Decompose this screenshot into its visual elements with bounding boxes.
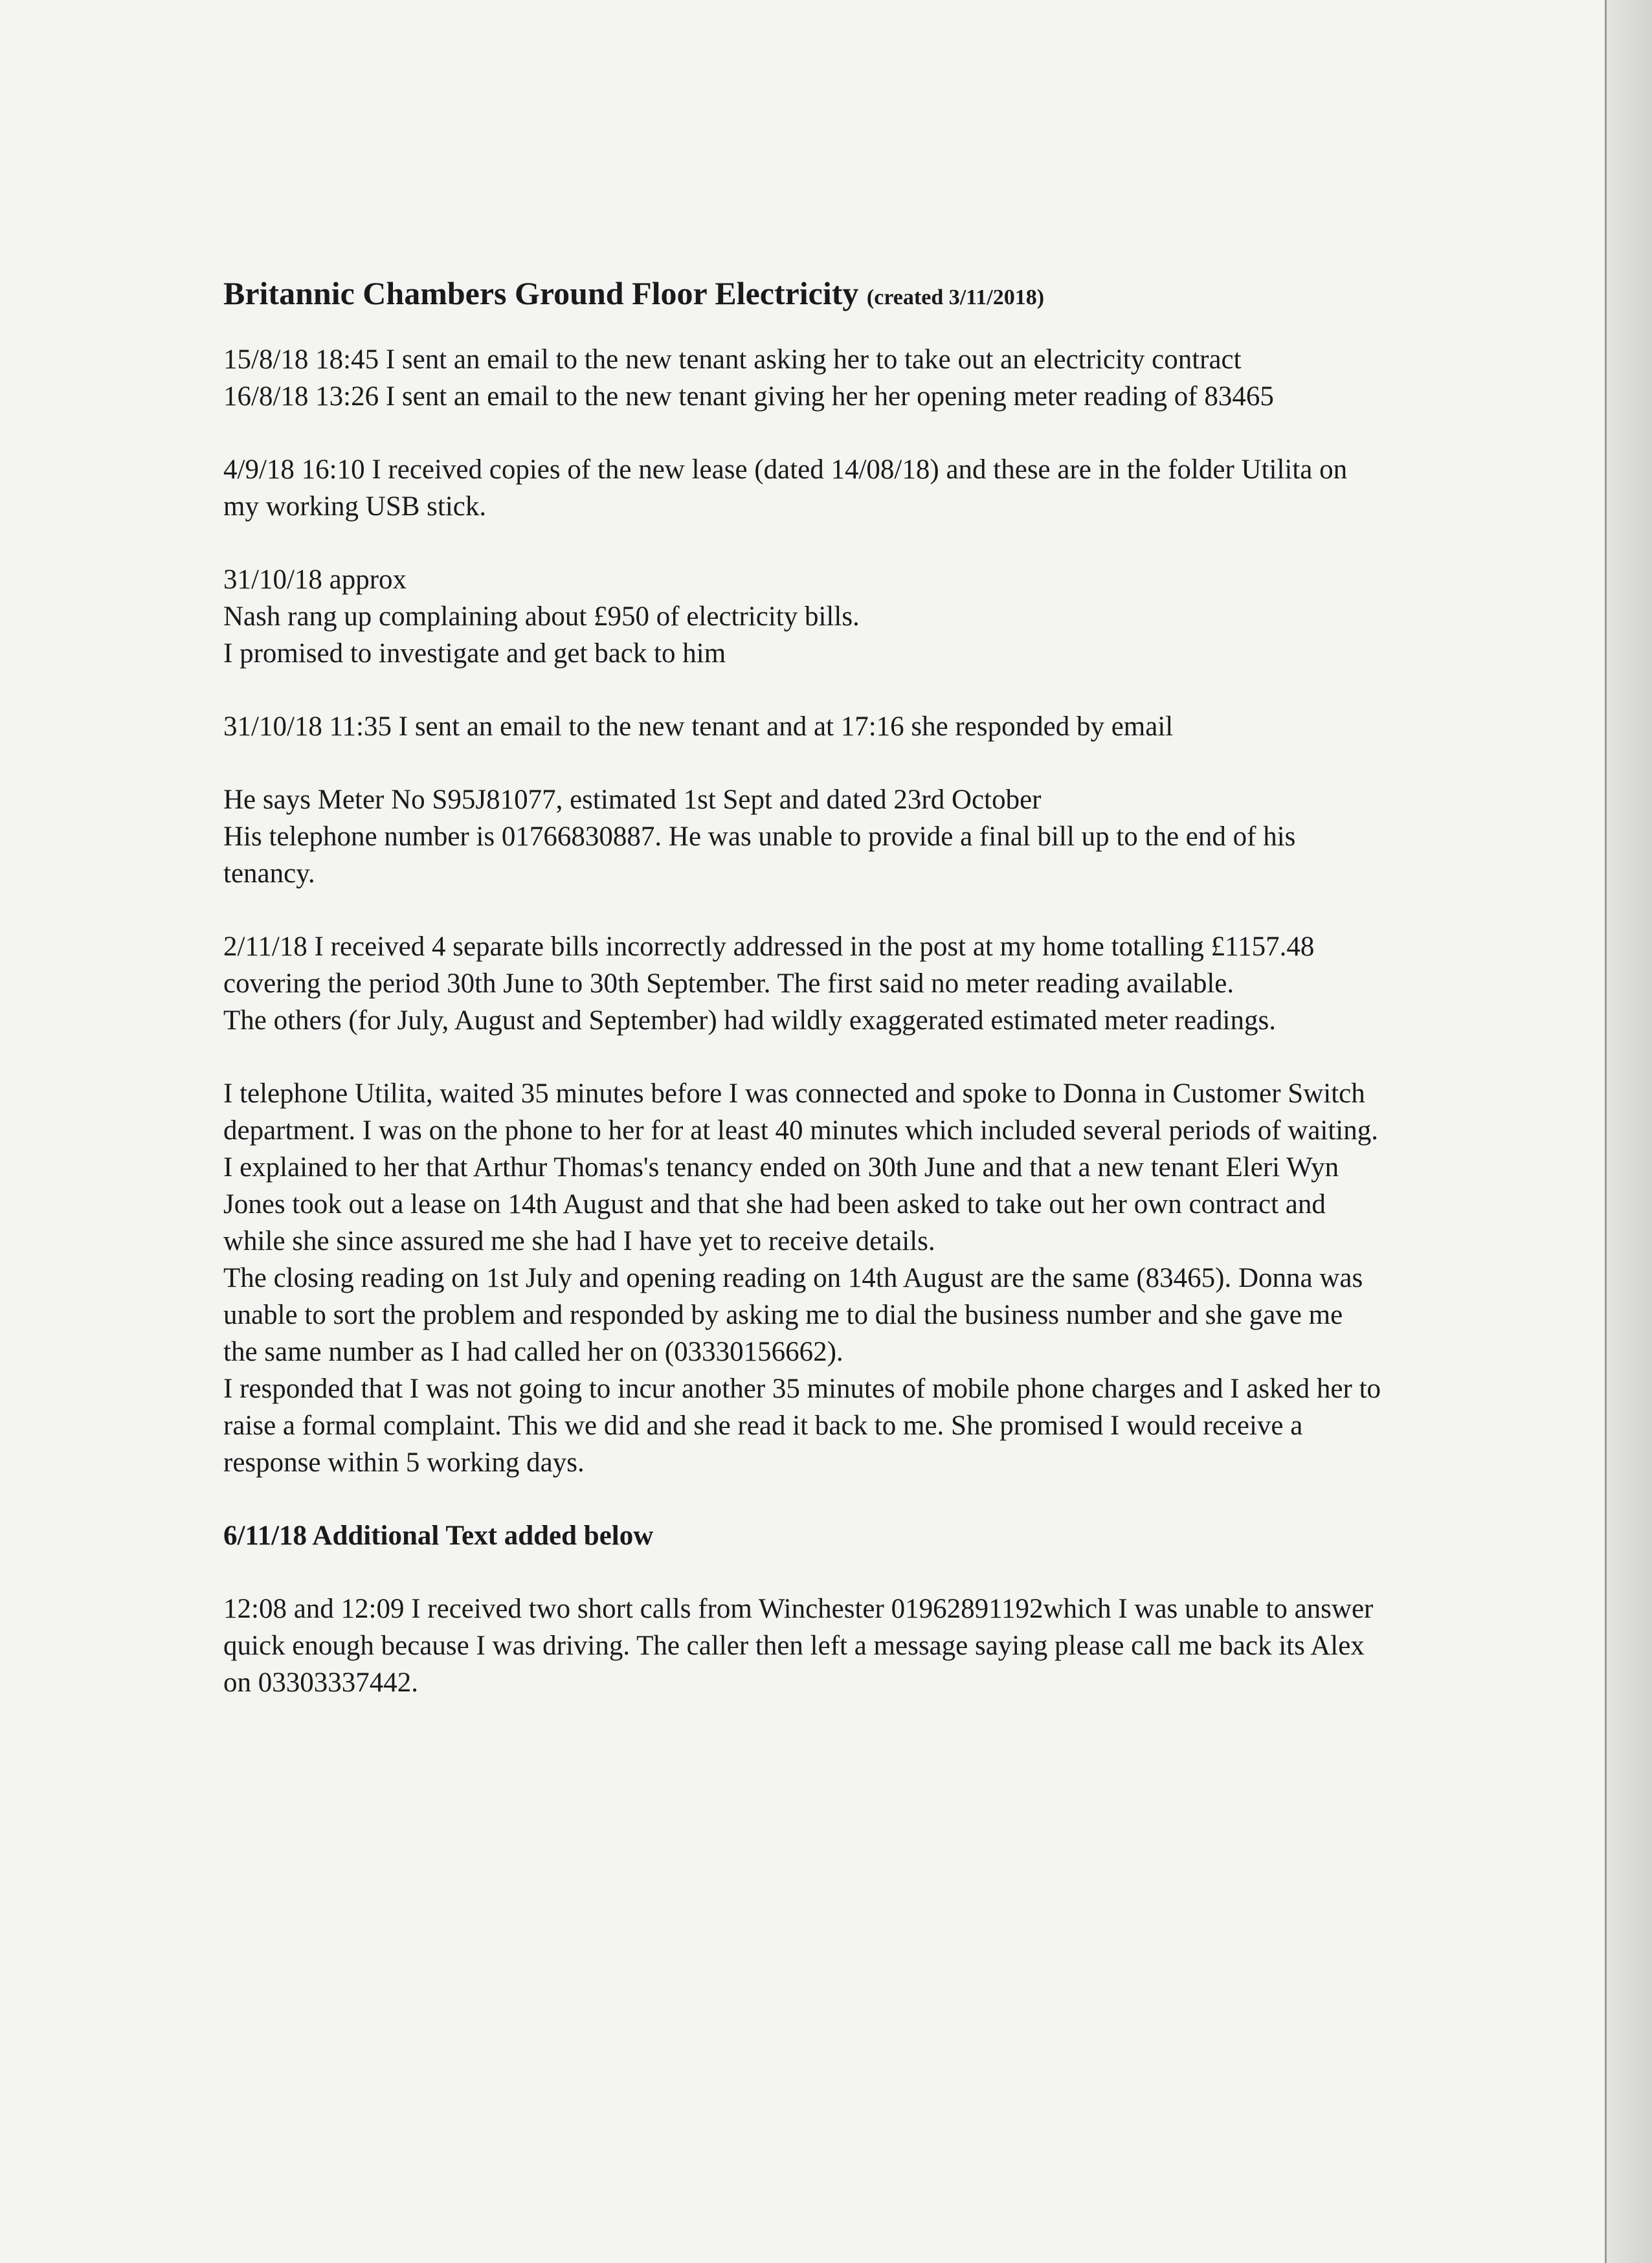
paragraph-line: He says Meter No S95J81077, estimated 1st Sept and dated 23rd October [223,785,1042,815]
paragraph-line: 12:08 and 12:09 I received two short calls from Winchester 01962891192which I was unable to answer quick enough because I was driving. The caller then left a message saying please call me back its Alex on 03303337442. [223,1594,1374,1698]
paragraph-bills-received [223,928,1382,1039]
paragraph-nash-complaint [223,561,1382,672]
paragraph-email-tenant [223,341,1382,415]
title-created-date: (created 3/11/2018) [866,285,1045,309]
paragraph-utilita-call [223,1075,1382,1481]
paragraph-meter-info [223,781,1382,892]
title-text: Britannic Chambers Ground Floor Electricity [223,275,859,311]
paragraph-line: 15/8/18 18:45 I sent an email to the new tenant asking her to take out an electricity contract [223,344,1242,375]
paragraph-line: 2/11/18 I received 4 separate bills incorrectly addressed in the post at my home totalling £1157.48 covering the period 30th June to 30th September. The first said no meter reading available. [223,931,1315,999]
paragraph-line: 31/10/18 11:35 I sent an email to the new tenant and at 17:16 she responded by email [223,711,1174,742]
page-edge [1607,0,1652,2263]
paragraph-line: The closing reading on 1st July and opening reading on 14th August are the same (83465). Donna was unable to sort the problem and responded by asking me to dial the business number and she gave me the same number as I had called her on (03330156662). [223,1263,1363,1367]
paragraph-line: 31/10/18 approx [223,564,407,595]
paragraph-lease-copies [223,451,1382,525]
paragraph-line: The others (for July, August and September) had wildly exaggerated estimated meter readings. [223,1005,1276,1036]
paragraph-winchester-calls [223,1590,1382,1701]
paragraph-line: Nash rang up complaining about £950 of electricity bills. [223,601,860,632]
additional-text-heading: 6/11/18 Additional Text added below [223,1521,654,1551]
paragraph-line: His telephone number is 01766830887. He was unable to provide a final bill up to the end of his tenancy. [223,821,1296,889]
document-title [223,272,1382,319]
paragraph-line: I responded that I was not going to incur another 35 minutes of mobile phone charges and I asked her to raise a formal complaint. This we did and she read it back to me. She promised I would receive a response within 5 working days. [223,1374,1381,1478]
paragraph-line: 16/8/18 13:26 I sent an email to the new tenant giving her her opening meter reading of 83465 [223,381,1274,412]
paragraph-line: 4/9/18 16:10 I received copies of the new lease (dated 14/08/18) and these are in the folder Utilita on my working USB stick. [223,454,1348,522]
paragraph-tenant-response [223,708,1382,745]
paragraph-line: I explained to her that Arthur Thomas's tenancy ended on 30th June and that a new tenant Eleri Wyn Jones took out a lease on 14th August and that she had been asked to take out her own contract and while she since assured me she had I have yet to receive details. [223,1152,1339,1256]
paragraph-line: I promised to investigate and get back to him [223,638,726,669]
paragraph-line: I telephone Utilita, waited 35 minutes before I was connected and spoke to Donna in Customer Switch department. I was on the phone to her for at least 40 minutes which included several periods of waiting. [223,1078,1378,1146]
document-body [223,272,1382,1737]
